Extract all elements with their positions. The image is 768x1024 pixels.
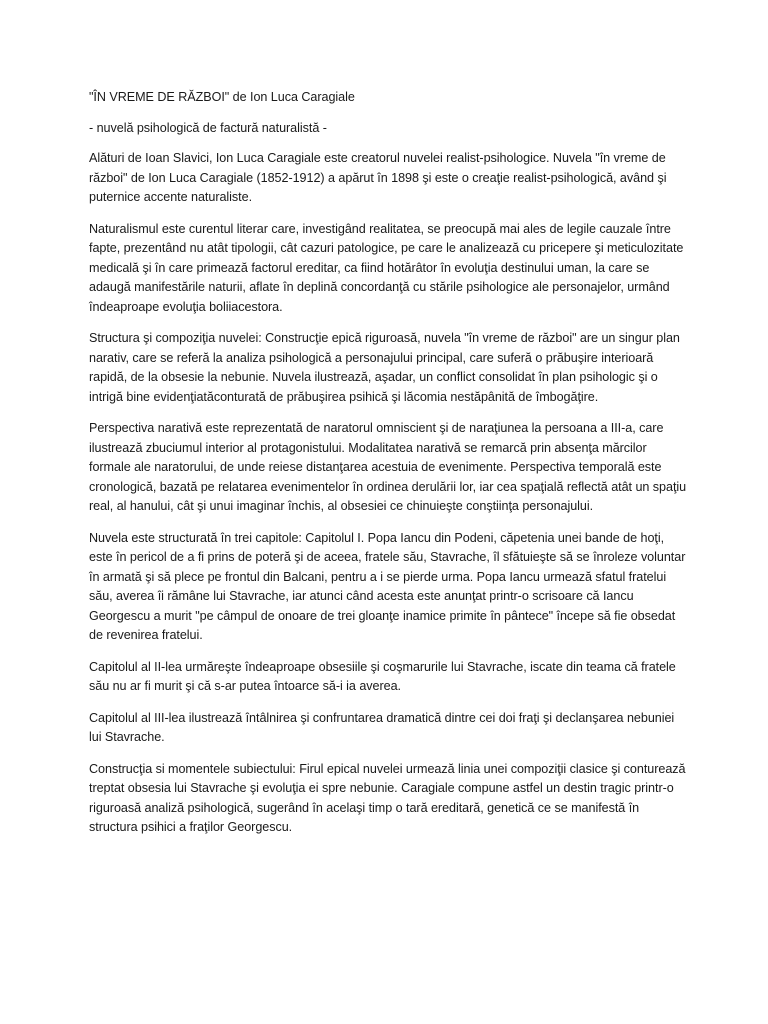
paragraph-intro: Alături de Ioan Slavici, Ion Luca Caragiale este creatorul nuvelei realist-psihologice. Nuvela "în vreme de război" de Ion Luca Caragiale (1852-1912) a apărut în 1898 şi este o creaţie realist-psihologică, având şi puternice accente naturaliste.	[89, 151, 667, 204]
paragraph-chapters: Nuvela este structurată în trei capitole: Capitolul I. Popa Iancu din Podeni, căpetenia unei bande de hoţi, este în pericol de a fi prins de poteră şi de aceea, fratele său, Stavrache, îl sfătuieşte să se înroleze voluntar în armată şi să plece pe frontul din Balcani, pentru a i se pierde urma. Popa Iancu urmează sfatul fratelui său, averea îi rămâne lui Stavrache, iar atunci când acesta este anunţat printr-o scrisoare că Iancu Georgescu a murit "pe câmpul de onoare de trei gloanţe inamice primite în pântece" începe să fie obsedat de revenirea fratelui.	[89, 530, 686, 642]
paragraph-naturalism: Naturalismul este curentul literar care, investigând realitatea, se preocupă mai ales de legile cauzale între fapte, prezentând nu atât tipologii, cât cazuri patologice, pe care le analizează cu pricepere şi meticulozitate medicală şi în care primează factorul ereditar, ca fiind hotărâtor în evoluţia destinului uman, la care se adaugă manifestările naturii, aflate în deplină concordanţă cu stările psihologice ale personajelor, urmând îndeaproape evoluţia boliiacestora.	[89, 221, 684, 314]
document-title: "ÎN VREME DE RĂZBOI" de Ion Luca Caragiale	[89, 90, 355, 104]
document-page	[89, 88, 689, 850]
paragraph-perspective: Perspectiva narativă este reprezentată de naratorul omniscient şi de naraţiunea la persoana a III-a, care ilustrează zbuciumul interior al protagonistului. Modalitatea narativă se remarcă prin absenţa mărcilor formale ale naratorului, de unde reiese distanţarea acestuia de evenimente. Perspectiva temporală este cronologică, bazată pe relatarea evenimentelor în ordinea derulării lor, iar cea spaţială reflectă atât un spaţiu real, al hanului, cât şi unui imaginar închis, al obsesiei ce chinuieşte conştiinţa personajului.	[89, 421, 687, 513]
paragraph-construction: Construcţia si momentele subiectului: Firul epical nuvelei urmează linia unei compoziţii clasice şi conturează treptat obsesia lui Stavrache şi evoluţia ei spre nebunie. Caragiale compune astfel un destin tragic printr-o riguroasă analiză psihologică, sugerând în acelaşi timp o tară ereditară, genetică ce se manifestă în structura psihici a fraţilor Georgescu.	[89, 761, 686, 834]
paragraph-structure: Structura şi compoziţia nuvelei: Construcţie epică riguroasă, nuvela "în vreme de război" are un singur plan narativ, care se referă la analiza psihologică a personajului principal, care suferă o prăbuşire interioară rapidă, de la obsesie la nebunie. Nuvela ilustrează, aşadar, un conflict consolidat în plan psihologic şi o intrigă bine evidenţiatăconturată de prăbuşirea psihică şi lăcomia nestăpânită de îmbogăţire.	[89, 331, 680, 404]
paragraph-chapter-2: Capitolul al II-lea urmăreşte îndeaproape obsesiile şi coşmarurile lui Stavrache, iscate din teama că fratele său nu ar fi murit şi că s-ar putea întoarce să-i ia averea.	[89, 659, 676, 693]
paragraph-chapter-3: Capitolul al III-lea ilustrează întâlnirea şi confruntarea dramatică dintre cei doi fraţi şi declanşarea nebuniei lui Stavrache.	[89, 710, 675, 744]
document-subtitle: - nuvelă psihologică de factură naturalistă -	[89, 120, 327, 135]
